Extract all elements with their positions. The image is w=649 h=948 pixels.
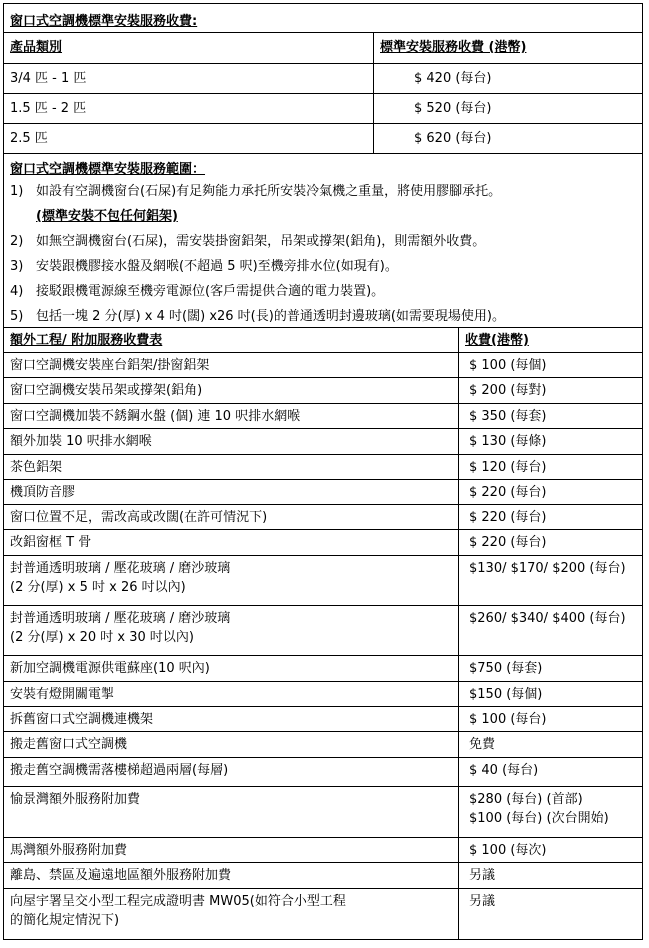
std-row-category: 3/4 匹 - 1 匹: [4, 64, 374, 93]
service-fee-line: $ 100 (每次): [469, 843, 547, 858]
scope-item: [4, 304, 642, 329]
service-fee: [459, 863, 642, 888]
service-item: [4, 889, 459, 939]
table-row: [3, 606, 643, 656]
service-item: [4, 455, 459, 479]
service-fee-line: $130/ $170/ $200 (每台): [469, 561, 626, 576]
table-row: [3, 889, 643, 940]
service-fee: [459, 378, 642, 403]
service-item-line: 封普通透明玻璃 / 壓花玻璃 / 磨沙玻璃: [10, 611, 231, 626]
service-item: [4, 530, 459, 555]
table-row: [3, 455, 643, 480]
service-fee: [459, 787, 642, 837]
service-item: [4, 378, 459, 403]
service-item-line: 拆舊窗口式空調機連機架: [10, 712, 154, 727]
scope-item-number: 5): [10, 309, 24, 324]
scope-item-text: 包括一塊 2 分(厚) x 4 吋(闊) x26 吋(長)的普通透明封邊玻璃(如需要現場使用)。: [36, 309, 505, 324]
extra-table-body: [3, 353, 643, 940]
service-fee: [459, 732, 642, 757]
service-item-line: 安裝有燈開關電掣: [10, 687, 115, 702]
service-item: [4, 732, 459, 757]
table-row: [3, 505, 643, 530]
service-item-line: 離島、禁區及遍遠地區額外服務附加費: [10, 868, 232, 883]
service-item-line: 窗口空調機加裝不銹鋼水盤 (個) 連 10 呎排水網喉: [10, 409, 301, 424]
service-fee: [459, 480, 642, 504]
service-fee: [459, 530, 642, 555]
service-fee-line: $ 130 (每條): [469, 434, 547, 449]
scope-item-text: 如設有空調機窗台(石屎)有足夠能力承托所安裝冷氣機之重量，將使用膠腳承托。: [36, 184, 502, 199]
service-fee: [459, 404, 642, 428]
service-item-line: 窗口空調機安裝座台鋁架/掛窗鋁架: [10, 358, 210, 373]
scope-item: [4, 179, 642, 204]
service-item-line: 窗口位置不足，需改高或改闊(在許可情況下): [10, 510, 268, 525]
extra-header-fee: 收費(港幣): [465, 333, 529, 348]
service-item: [4, 429, 459, 454]
scope-item: [4, 254, 642, 279]
scope-item: [4, 279, 642, 304]
scope-item-number: 1): [10, 184, 24, 199]
scope-item-note: (標準安裝不包任何鋁架): [36, 209, 178, 224]
service-fee: [459, 505, 642, 529]
page-title: 窗口式空調機標準安裝服務收費:: [10, 14, 198, 29]
service-item: [4, 682, 459, 706]
service-fee-line: $ 40 (每台): [469, 763, 539, 778]
table-row: [3, 429, 643, 455]
std-row-fee: $ 520 (每台): [414, 101, 492, 116]
scope-item: [4, 229, 642, 254]
table-row: [3, 787, 643, 838]
service-fee: [459, 838, 642, 862]
std-row-category: 1.5 匹 - 2 匹: [4, 94, 374, 123]
table-row: [3, 556, 643, 606]
service-item: [4, 353, 459, 377]
table-row: [3, 707, 643, 732]
service-fee-line: $ 350 (每套): [469, 409, 547, 424]
table-row: [3, 404, 643, 429]
service-fee: [459, 606, 642, 655]
std-table-row: [3, 124, 643, 154]
extra-table-header: [3, 328, 643, 353]
service-item-line: 向屋宇署呈交小型工程完成證明書 MW05(如符合小型工程: [10, 894, 346, 909]
table-row: [3, 682, 643, 707]
section-title: [3, 3, 643, 33]
table-row: [3, 863, 643, 889]
service-item-line: 新加空調機電源供電蘇座(10 呎內): [10, 661, 210, 676]
service-item: [4, 863, 459, 888]
table-row: [3, 732, 643, 758]
scope-item-text: 接駁跟機電源線至機旁電源位(客戶需提供合適的電力裝置)。: [36, 284, 385, 299]
service-fee-line: 另議: [469, 894, 496, 909]
scope-item-text: 安裝跟機膠接水盤及網喉(不超過 5 呎)至機旁排水位(如現有)。: [36, 259, 398, 274]
service-fee: [459, 455, 642, 479]
service-item: [4, 656, 459, 681]
std-row-category: 2.5 匹: [4, 124, 374, 153]
service-fee-line: $260/ $340/ $400 (每台): [469, 611, 626, 626]
service-fee-line: $ 220 (每台): [469, 485, 547, 500]
service-item: [4, 758, 459, 786]
service-fee-line: 另議: [469, 868, 496, 883]
service-item-line: 茶色鋁架: [10, 460, 63, 475]
service-fee-line: $100 (每台) (次台開始): [469, 811, 609, 826]
service-fee: [459, 889, 642, 939]
std-table-header: [3, 33, 643, 64]
service-item: [4, 838, 459, 862]
scope-title: 窗口式空調機標準安裝服務範圍：: [10, 162, 206, 177]
fee-document: [3, 3, 643, 940]
service-fee-line: $280 (每台) (首部): [469, 792, 583, 807]
service-item: [4, 480, 459, 504]
scope-item-number: 2): [10, 234, 24, 249]
service-item-line: 愉景灣額外服務附加費: [10, 792, 141, 807]
service-fee: [459, 429, 642, 454]
service-item-line: 的簡化規定情況下): [10, 913, 120, 928]
service-item-line: 額外加裝 10 呎排水網喉: [10, 434, 152, 449]
service-fee: [459, 656, 642, 681]
service-fee-line: 免費: [469, 737, 496, 752]
table-row: [3, 656, 643, 682]
std-row-fee: $ 420 (每台): [414, 71, 492, 86]
extra-header-item: 額外工程/ 附加服務收費表: [4, 328, 459, 352]
service-fee-line: $ 100 (每個): [469, 358, 547, 373]
service-fee-line: $750 (每套): [469, 661, 543, 676]
table-row: [3, 378, 643, 404]
scope-section: [3, 154, 643, 328]
std-table-row: [3, 94, 643, 124]
std-header-category: 產品類別: [4, 33, 374, 63]
service-item-line: 機頂防音膠: [10, 485, 76, 500]
service-fee: [459, 758, 642, 786]
service-item-line: 封普通透明玻璃 / 壓花玻璃 / 磨沙玻璃: [10, 561, 231, 576]
service-item: [4, 606, 459, 655]
table-row: [3, 838, 643, 863]
std-table-row: [3, 64, 643, 94]
service-fee-line: $ 120 (每台): [469, 460, 547, 475]
table-row: [3, 480, 643, 505]
service-item-line: 搬走舊窗口式空調機: [10, 737, 128, 752]
scope-item-number: 3): [10, 259, 24, 274]
service-item: [4, 556, 459, 605]
service-fee: [459, 682, 642, 706]
service-item-line: 搬走舊空調機需落樓梯超過兩層(每層): [10, 763, 229, 778]
service-fee-line: $ 200 (每對): [469, 383, 547, 398]
service-fee-line: $150 (每個): [469, 687, 543, 702]
service-item-line: 馬灣額外服務附加費: [10, 843, 128, 858]
table-row: [3, 530, 643, 556]
service-fee-line: $ 220 (每台): [469, 510, 547, 525]
scope-item-number: 4): [10, 284, 24, 299]
service-item-line: (2 分(厚) x 20 吋 x 30 吋以內): [10, 630, 194, 645]
table-row: [3, 758, 643, 787]
service-item: [4, 707, 459, 731]
service-item-line: (2 分(厚) x 5 吋 x 26 吋以內): [10, 580, 186, 595]
service-fee: [459, 556, 642, 605]
scope-item-note-row: [4, 204, 642, 229]
std-row-fee: $ 620 (每台): [414, 131, 492, 146]
service-fee-line: $ 220 (每台): [469, 535, 547, 550]
service-fee-line: $ 100 (每台): [469, 712, 547, 727]
scope-item-text: 如無空調機窗台(石屎)，需安裝掛窗鋁架，吊架或撐架(鋁角)，則需額外收費。: [36, 234, 486, 249]
table-row: [3, 353, 643, 378]
service-item: [4, 787, 459, 837]
service-item: [4, 404, 459, 428]
service-item-line: 窗口空調機安裝吊架或撐架(鋁角): [10, 383, 203, 398]
service-fee: [459, 353, 642, 377]
service-item-line: 改鋁窗框 T 骨: [10, 535, 92, 550]
service-fee: [459, 707, 642, 731]
service-item: [4, 505, 459, 529]
std-header-fee: 標準安裝服務收費 (港幣): [380, 40, 527, 55]
